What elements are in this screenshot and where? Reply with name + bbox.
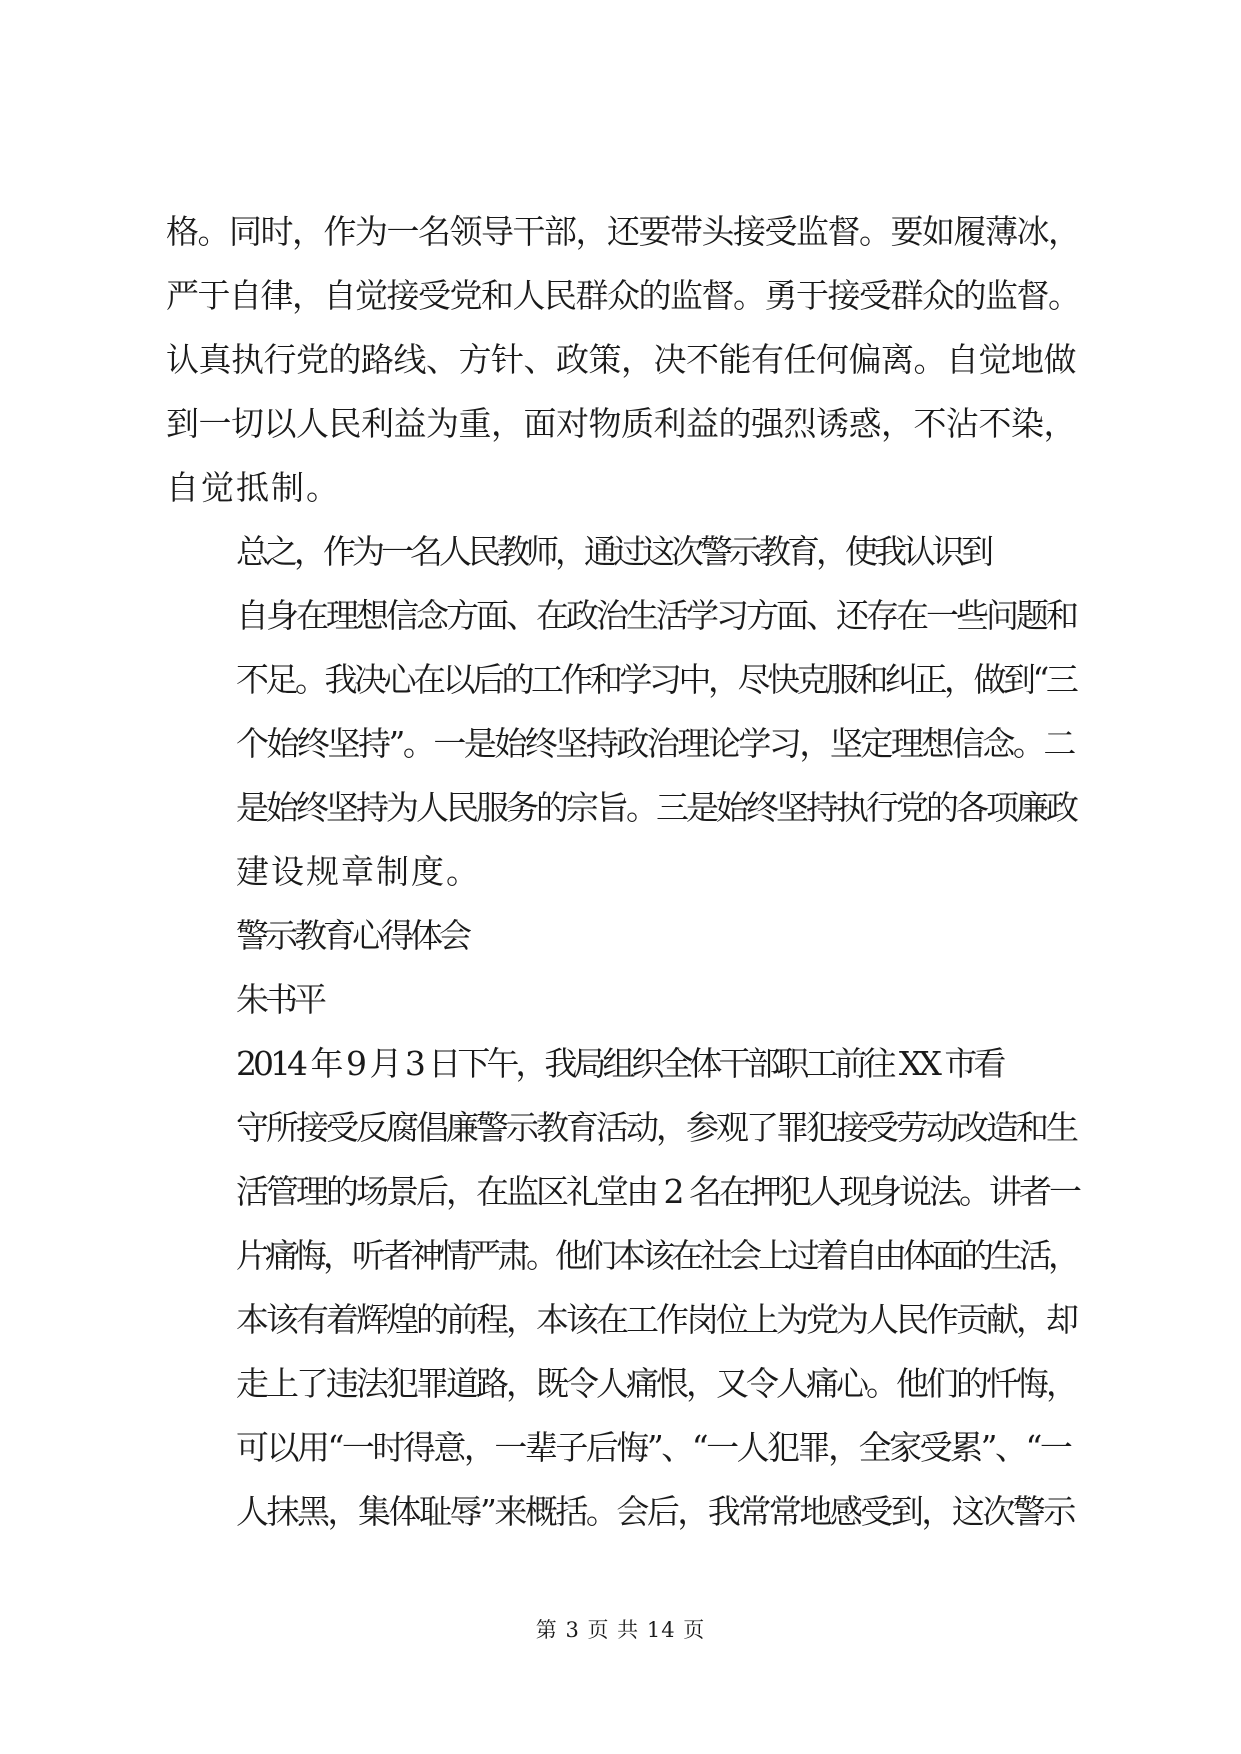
author-name [166,968,1082,1032]
text-line: 不足。我决心在以后的工作和学习中，尽快克服和纠正，做到“三 [236,660,1076,699]
page-number-footer: 第 3 页 共 14 页 [535,1618,706,1642]
text-line: 守所接受反腐倡廉警示教育活动，参观了罪犯接受劳动改造和生 [236,1108,1076,1147]
text-line: 严于自律，自觉接受党和人民群众的监督。勇于接受群众的监督。 [166,276,1080,315]
text-line: 走上了违法犯罪道路，既令人痛恨，又令人痛心。他们的忏悔， [236,1364,1076,1403]
text-line: 到一切以人民利益为重，面对物质利益的强烈诱惑，不沾不染， [166,404,1076,443]
text-line: 片痛悔，听者神情严肃。他们本该在社会上过着自由体面的生活， [236,1236,1077,1275]
paragraph-1 [166,200,1082,520]
text-line: 认真执行党的路线、方针、政策，决不能有任何偏离。自觉地做 [166,340,1076,379]
section-title [166,904,1082,968]
text-line: 格。同时，作为一名领导干部，还要带头接受监督。要如履薄冰， [166,212,1080,251]
text-line: 总之，作为一名人民教师，通过这次警示教育，使我认识到 [236,532,990,571]
text-line: 警示教育心得体会 [236,916,468,955]
text-line: 本该有着辉煌的前程，本该在工作岗位上为党为人民作贡献，却 [236,1300,1076,1339]
paragraph-2 [166,520,1082,904]
document-body [166,200,1082,1544]
paragraph-3 [166,1032,1082,1544]
text-line: 自觉抵制。 [166,468,341,507]
text-line: 2014 年 9 月 3 日下午，我局组织全体干部职工前往 XX 市看 [236,1044,1003,1083]
text-line: 建设规章制度。 [236,852,481,891]
text-line: 个始终坚持”。一是始终坚持政治理论学习，坚定理想信念。二 [236,724,1074,763]
text-line: 朱书平 [236,980,323,1019]
text-line: 是始终坚持为人民服务的宗旨。三是始终坚持执行党的各项廉政 [236,788,1076,827]
text-line: 人抹黑，集体耻辱”来概括。会后，我常常地感受到，这次警示 [236,1492,1074,1531]
text-line: 可以用“一时得意，一辈子后悔”、“一人犯罪，全家受累”、“一 [236,1428,1071,1467]
text-line: 自身在理想信念方面、在政治生活学习方面、还存在一些问题和 [236,596,1076,635]
text-line: 活管理的场景后，在监区礼堂由 2 名在押犯人现身说法。讲者一 [236,1172,1079,1211]
